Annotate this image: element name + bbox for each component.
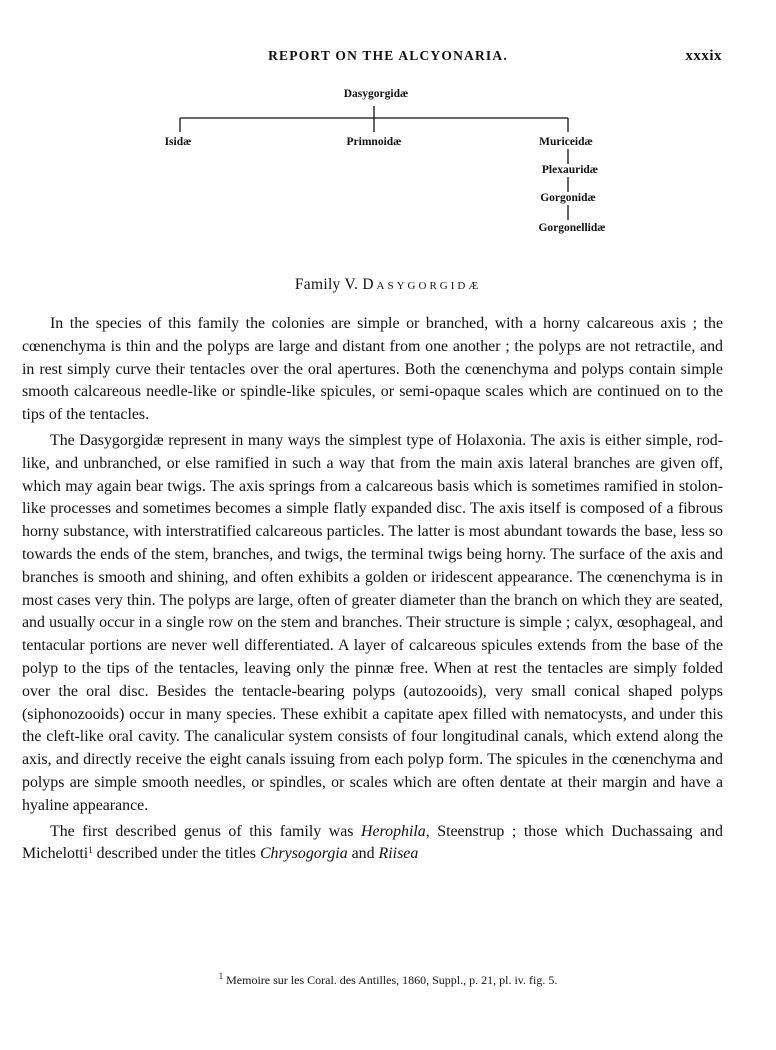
body-text — [22, 313, 723, 866]
node-dasygorgidae: Dasygorgidæ — [343, 88, 409, 100]
family-name: Dasygorgidæ — [362, 276, 482, 293]
node-primnoidae: Primnoidæ — [346, 136, 402, 148]
classification-diagram — [0, 0, 776, 260]
node-isidae: Isidæ — [164, 136, 192, 148]
family-label: Family V. — [294, 276, 359, 293]
paragraph-3 — [22, 821, 723, 867]
page-number: xxxix — [685, 48, 722, 64]
node-plexauridae: Plexauridæ — [541, 164, 599, 176]
genus-riisea: Riisea — [378, 845, 419, 863]
p3-text-a: The first described genus of this family was — [50, 822, 361, 840]
genus-herophila: Herophila — [361, 822, 426, 840]
footnote-reference: 1 — [88, 845, 93, 856]
diagram-connectors — [0, 0, 776, 260]
footnote-mark: 1 — [218, 971, 224, 981]
p3-text-e: described under the titles — [92, 845, 260, 863]
node-muriceidae: Muriceidæ — [539, 136, 593, 148]
p3-text-g: and — [347, 845, 379, 863]
footnote — [0, 973, 776, 988]
footnote-text: Memoire sur les Coral. des Antilles, 1860, Suppl., p. 21, pl. iv. fig. 5. — [223, 973, 558, 987]
family-heading — [0, 276, 776, 294]
running-title: REPORT ON THE ALCYONARIA. — [268, 48, 508, 63]
node-gorgonidae: Gorgonidæ — [540, 192, 596, 204]
paragraph-2: The Dasygorgidæ represent in many ways the simplest type of Holaxonia. The axis is either simple, rod-like, and unbranched, or else ramified in such a way that from the main axis lateral branches are given off, which may again bear twigs. The axis springs from a calcareous basis which is sometimes ramified in stolon-like processes and sometimes becomes a simple flatly expanded disc. The axis itself is composed of a fibrous horny substance, with interstratified calcareous particles. The latter is most abundant towards the base, less so towards the ends of the stem, branches, and twigs, the terminal twigs being horny. The surface of the axis and branches is smooth and shining, and often exhibits a golden or iridescent appearance. The cœnenchyma is in most cases very thin. The polyps are large, often of greater diameter than the branch on which they are seated, and usually occur in a single row on the stem and branches. Their structure is simple ; calyx, œsophageal, and tentacular portions are never well differentiated. A layer of calcareous spicules extends from the base of the polyp to the tips of the tentacles, leaving only the pinnæ free. When at rest the tentacles are simply folded over the oral disc. Besides the tentacle-bearing polyps (autozooids), very small conical shaped polyps (siphonozooids) occur in many species. These exhibit a capitate apex filled with nematocysts, and under this the cleft-like oral cavity. The canalicular system consists of four longitudinal canals, which extend along the axis, and directly receive the eight canals issuing from each polyp form. The spicules in the cœnenchyma and polyps are simple smooth needles, or spindles, or scales which are often dentate at their margin and have a hyaline appearance. — [22, 431, 723, 814]
genus-chrysogorgia: Chrysogorgia — [259, 845, 348, 863]
node-gorgonellidae: Gorgonellidæ — [538, 222, 606, 234]
p3-text-c: , Steenstrup ; those which Duchassaing and Michelotti — [22, 822, 723, 863]
paragraph-1: In the species of this family the colonies are simple or branched, with a horny calcareous axis ; the cœnenchyma is thin and the polyps are large and distant from one another ; the polyps are not retractile, and in rest simply curve their tentacles over the oral apertures. Both the cœnenchyma and polyps contain simple smooth calcareous needle-like or spindle-like spicules, or semi-opaque scales which are continued on to the tips of the tentacles. — [22, 315, 723, 424]
